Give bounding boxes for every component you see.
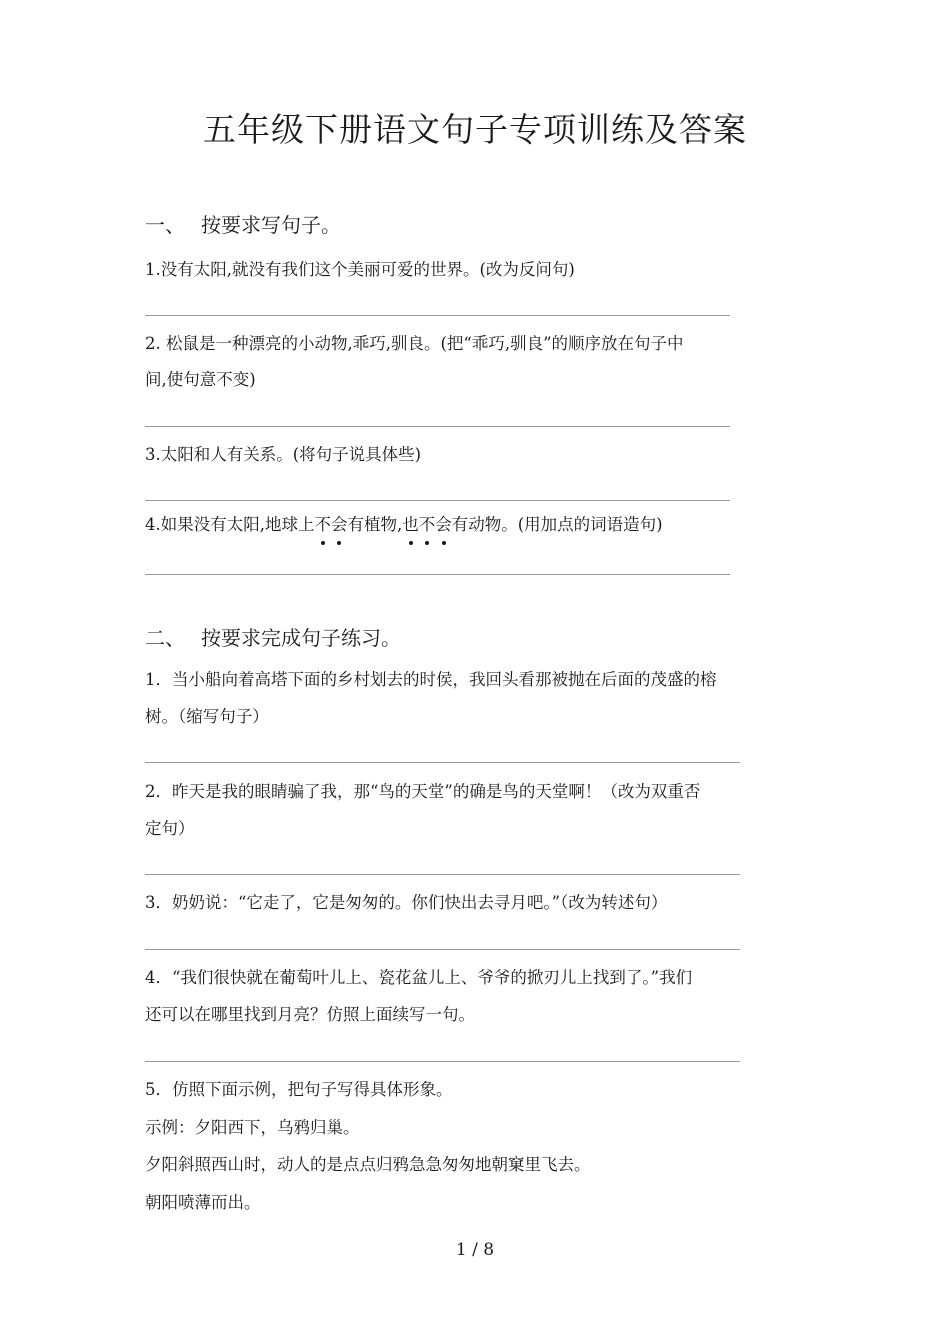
dotted-char: 不 [418,515,436,534]
example-expanded: 夕阳斜照西山时，动人的是点点归鸦急急匆匆地朝窠里飞去。 [145,1155,591,1174]
section-2-title: 按要求完成句子练习。 [201,626,401,650]
page-title: 五年级下册语文句子专项训练及答案 [203,110,747,149]
question-2-1-line2: 树。（缩写句子） [145,707,269,726]
answer-line-1-2[interactable] [145,426,730,427]
question-1-4-part-b: 有植物, [347,515,403,534]
question-2-1-line1: 1．当小船向着高塔下面的乡村划去的时侯，我回头看那被抛在后面的茂盛的榕 [145,670,717,689]
question-2-4-line2: 还可以在哪里找到月亮？仿照上面续写一句。 [145,1005,475,1024]
question-2-3: 3．奶奶说：“它走了，它是匆匆的。你们快出去寻月吧。”（改为转述句） [145,893,668,912]
page-number: 1 / 8 [455,1240,495,1260]
question-1-4-part-c: 有动物。(用加点的词语造句) [451,515,663,534]
question-2-2-line2: 定句） [145,819,195,838]
dotted-char: 不 [314,515,331,534]
question-1-1: 1.没有太阳,就没有我们这个美丽可爱的世界。(改为反问句) [145,260,575,279]
section-2-heading [145,622,401,651]
practice-prompt: 朝阳喷薄而出。 [145,1193,261,1212]
question-1-2-line2: 间,使句意不变) [145,370,256,389]
section-2-number: 二、 [145,626,185,650]
answer-line-2-3[interactable] [145,949,740,950]
section-1-heading [145,209,341,238]
question-2-2-line1: 2．昨天是我的眼睛骗了我，那“鸟的天堂”的确是鸟的天堂啊！（改为双重否 [145,782,701,801]
question-1-4 [145,514,663,536]
answer-line-2-1[interactable] [145,762,740,763]
dotted-char: 也 [402,515,419,534]
section-1-title: 按要求写句子。 [201,213,341,237]
example-label: 示例：夕阳西下，乌鸦归巢。 [145,1118,360,1137]
question-1-3: 3.太阳和人有关系。(将句子说具体些) [145,445,422,464]
answer-line-1-3[interactable] [145,500,730,501]
answer-line-2-4[interactable] [145,1061,740,1062]
question-2-5: 5．仿照下面示例，把句子写得具体形象。 [145,1080,453,1099]
question-1-4-part-a: 4.如果没有太阳,地球上 [145,515,315,534]
dotted-char: 会 [435,515,452,534]
section-1-number: 一、 [145,213,185,237]
question-1-2-line1: 2. 松鼠是一种漂亮的小动物,乖巧,驯良。(把“乖巧,驯良”的顺序放在句子中 [145,334,684,353]
answer-line-1-1[interactable] [145,315,730,316]
answer-line-1-4[interactable] [145,574,730,575]
dotted-char: 会 [331,515,348,534]
question-2-4-line1: 4．“我们很快就在葡萄叶儿上、瓷花盆儿上、爷爷的掀刃儿上找到了。”我们 [145,968,693,987]
answer-line-2-2[interactable] [145,874,740,875]
